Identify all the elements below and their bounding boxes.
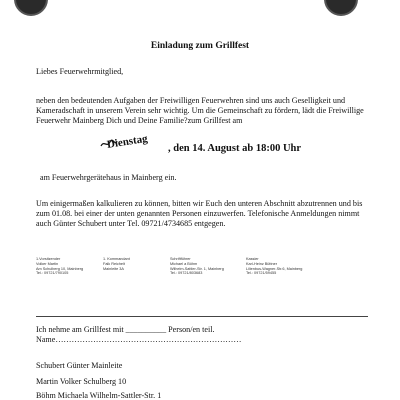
- document-title: Einladung zum Grillfest: [150, 41, 250, 51]
- contact-entry: [36, 257, 83, 276]
- contact-phone: Tel.: 09721/59455: [246, 271, 277, 276]
- contact-person: Schubert Günter Mainleite: [36, 361, 123, 370]
- contact-role: 1.Vorsitzender: [36, 257, 61, 261]
- registration-paragraph: Um einigermaßen kalkulieren zu können, bitten wir Euch den unteren Abschnitt abzutrennen und bis zum 01.08. bei einer der unten genannten Personen einzuwerfen. Telefonische Anmeldungen nimmt auch Günter Schubert unter Tel. 09721/4734685 entgegen.: [36, 199, 363, 228]
- event-date-text: , den 14. August ab 18:00 Uhr: [168, 143, 302, 154]
- cut-line: [36, 316, 368, 317]
- contact-person: Böhm Michaela Wilhelm-Sattler-Str. 1: [36, 391, 162, 400]
- contact-role: Schriftführer: [170, 257, 191, 261]
- event-location: am Feuerwehrgerätehaus in Mainberg ein.: [40, 173, 177, 182]
- club-seal-right: [324, 0, 358, 16]
- contact-entry: [170, 257, 224, 276]
- contact-name: Karl-Heinz Büttner: [246, 261, 278, 266]
- contact-person: Martin Volker Schulberg 10: [36, 377, 127, 386]
- contact-name: Michael a Böhm: [170, 261, 198, 266]
- event-date: [110, 143, 301, 154]
- contact-role: Kassier: [246, 257, 259, 261]
- contact-address: Lilienbus-Wagner-Str.6, Mainberg: [246, 266, 303, 271]
- salutation: Liebes Feuerwehrmitglied,: [36, 67, 124, 76]
- contact-entry: [246, 257, 302, 276]
- contact-phone: Tel.: 09721/790105: [36, 271, 69, 276]
- contact-name: Falk Reichelt: [103, 261, 125, 266]
- contact-address: Am Schulberg 10, Mainberg: [36, 266, 84, 271]
- contact-phone: Tel.: 09721/803683: [170, 271, 203, 276]
- participant-count-line: Ich nehme am Grillfest mit __________ Person/en teil.: [36, 325, 215, 334]
- intro-paragraph: neben den bedeutenden Aufgaben der Freiwilligen Feuerwehren sind uns auch Geselligkeit und Kameradschaft in unserem Verein sehr wichtig. Um die Gemeinschaft zu fördern, lädt die Freiwillige Feuerwehr Mainberg Dich und Deine Familie?zum Grillfest am: [36, 96, 364, 125]
- contact-entry: [103, 257, 130, 271]
- contact-address: Wilhelm-Sattler-Str. 1, Mainberg: [170, 266, 224, 271]
- contact-role: 1. Kommandant: [103, 257, 130, 261]
- club-seal-left: [14, 0, 48, 16]
- contact-name: Volker Martin: [36, 261, 59, 266]
- name-line: Name……………………………………………………………: [36, 335, 242, 344]
- signup-form: [36, 325, 368, 345]
- handwritten-weekday: Dienstag: [106, 132, 149, 151]
- contact-address: Mainleite 3A: [103, 266, 124, 271]
